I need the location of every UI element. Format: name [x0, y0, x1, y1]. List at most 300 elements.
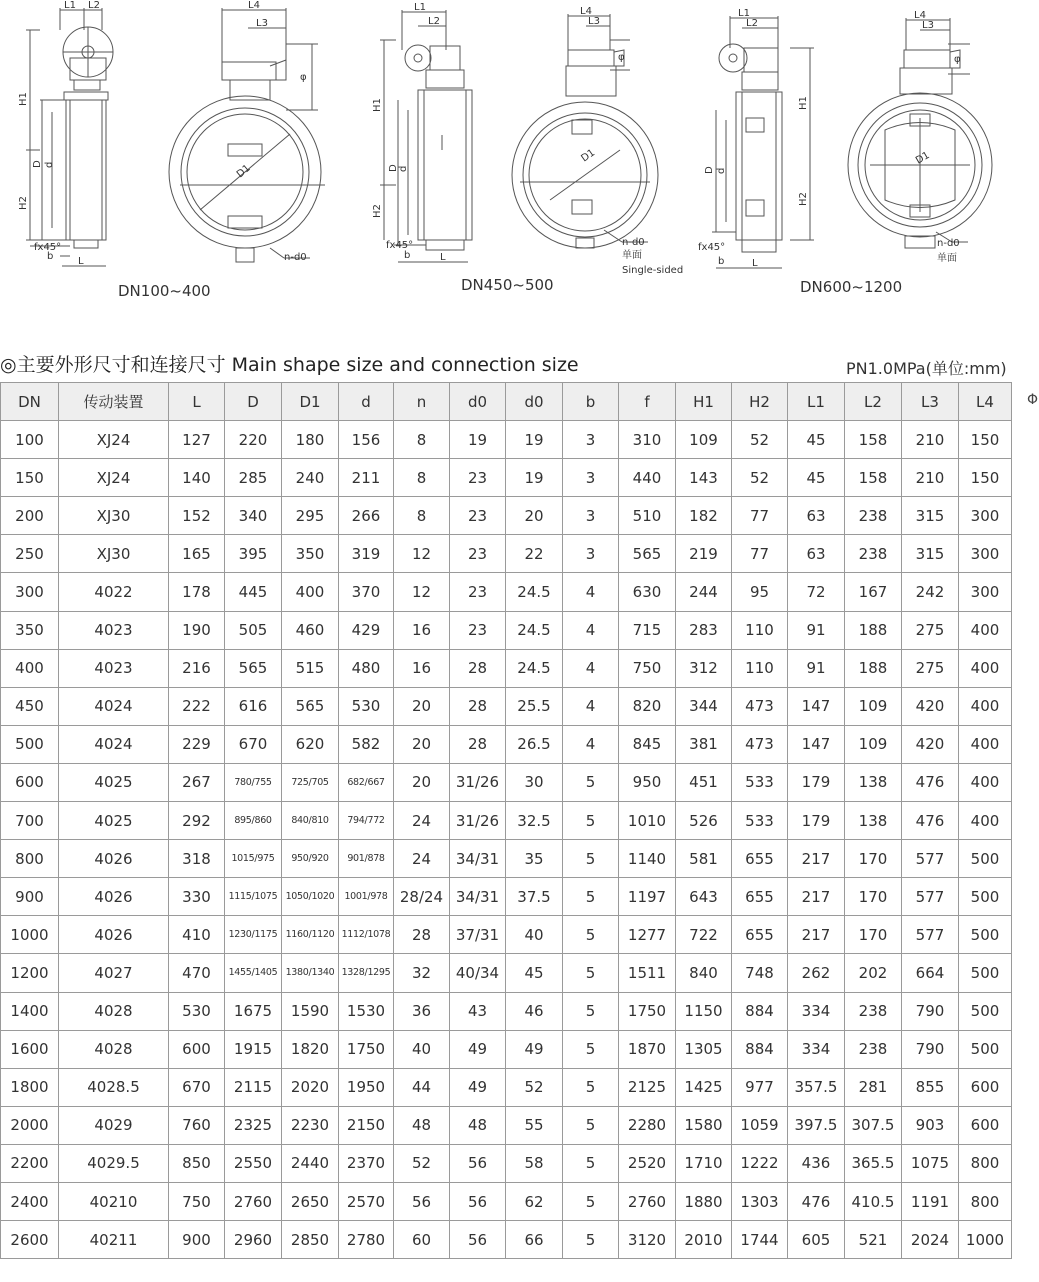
table-cell: 4026 [59, 878, 169, 916]
table-cell: 37.5 [506, 878, 563, 916]
table-cell: 470 [169, 954, 225, 992]
table-cell: 4026 [59, 840, 169, 878]
table-cell: 521 [845, 1221, 902, 1259]
column-header: b [563, 383, 619, 421]
column-header: H1 [676, 383, 732, 421]
table-cell: 5 [563, 878, 619, 916]
table-cell: 5 [563, 840, 619, 878]
table-row [1, 802, 1012, 840]
valve-drawings-svg [0, 0, 1039, 310]
dim-label-L3: L3 [922, 20, 934, 31]
dim-label-D: D [388, 164, 399, 172]
table-cell: 2850 [282, 1221, 339, 1259]
table-cell: 4028 [59, 1030, 169, 1068]
table-cell: 23 [450, 573, 506, 611]
table-cell: 25.5 [506, 687, 563, 725]
table-cell: 24 [394, 802, 450, 840]
table-cell: 845 [619, 725, 676, 763]
dim-label-H1: H1 [372, 98, 383, 112]
dim-label-nd0: n-d0 [937, 238, 960, 249]
table-cell: 16 [394, 649, 450, 687]
table-cell: 1059 [732, 1106, 788, 1144]
table-cell: 3 [563, 459, 619, 497]
column-header: L4 [959, 383, 1012, 421]
table-cell: 188 [845, 649, 902, 687]
table-cell: 12 [394, 535, 450, 573]
table-cell: 655 [732, 878, 788, 916]
table-cell: 318 [169, 840, 225, 878]
table-cell: 500 [959, 1030, 1012, 1068]
table-row [1, 459, 1012, 497]
table-cell: 510 [619, 497, 676, 535]
table-cell: 365.5 [845, 1144, 902, 1182]
column-header: d [339, 383, 394, 421]
table-cell: 5 [563, 954, 619, 992]
table-cell: 2600 [1, 1221, 59, 1259]
table-header-row [1, 383, 1012, 421]
table-cell: 1112/1078 [339, 916, 394, 954]
table-cell: 190 [169, 611, 225, 649]
table-cell: 533 [732, 802, 788, 840]
dn100-side-view [26, 8, 113, 266]
table-cell: 4 [563, 649, 619, 687]
table-cell: 140 [169, 459, 225, 497]
table-cell: 2325 [225, 1106, 282, 1144]
table-cell: 238 [845, 535, 902, 573]
table-cell: 56 [450, 1182, 506, 1220]
dim-label-fx45: fx45° [698, 242, 726, 253]
table-cell: 300 [959, 573, 1012, 611]
table-cell: 436 [788, 1144, 845, 1182]
table-cell: 800 [959, 1182, 1012, 1220]
table-cell: 1050/1020 [282, 878, 339, 916]
table-cell: 1750 [619, 992, 676, 1030]
table-cell: 1115/1075 [225, 878, 282, 916]
dim-label-L4: L4 [580, 6, 592, 17]
table-cell: 500 [959, 840, 1012, 878]
caption-dn600-1200: DN600~1200 [800, 278, 903, 296]
table-cell: 210 [902, 459, 959, 497]
table-cell: 400 [959, 725, 1012, 763]
table-cell: 4023 [59, 611, 169, 649]
dim-label-L2: L2 [746, 18, 758, 29]
table-cell: 5 [563, 992, 619, 1030]
table-cell: 315 [902, 535, 959, 573]
table-cell: 4028.5 [59, 1068, 169, 1106]
table-cell: 476 [902, 802, 959, 840]
table-cell: 664 [902, 954, 959, 992]
edge-symbol: Φ [1027, 392, 1039, 408]
table-cell: XJ30 [59, 535, 169, 573]
table-cell: 4025 [59, 802, 169, 840]
table-cell: 40 [506, 916, 563, 954]
table-cell: 4022 [59, 573, 169, 611]
dim-label-D1: D1 [579, 147, 598, 165]
table-cell: 35 [506, 840, 563, 878]
table-cell: 91 [788, 649, 845, 687]
table-cell: 500 [959, 916, 1012, 954]
table-cell: 605 [788, 1221, 845, 1259]
table-cell: 505 [225, 611, 282, 649]
table-cell: 400 [1, 649, 59, 687]
table-cell: 307.5 [845, 1106, 902, 1144]
table-cell: 1455/1405 [225, 954, 282, 992]
table-cell: 950/920 [282, 840, 339, 878]
table-cell: 655 [732, 916, 788, 954]
table-cell: 533 [732, 763, 788, 801]
dim-label-L: L [78, 256, 84, 267]
dim-label-D1: D1 [914, 150, 932, 167]
dim-label-D: D [32, 160, 43, 168]
table-cell: 5 [563, 1144, 619, 1182]
table-cell: 4 [563, 573, 619, 611]
table-cell: 217 [788, 916, 845, 954]
table-cell: 1000 [1, 916, 59, 954]
column-header: 传动装置 [59, 383, 169, 421]
table-cell: 4 [563, 687, 619, 725]
dim-label-L3: L3 [256, 18, 268, 29]
table-cell: 62 [506, 1182, 563, 1220]
table-cell: 4024 [59, 687, 169, 725]
table-row [1, 611, 1012, 649]
table-cell: 20 [506, 497, 563, 535]
table-cell: 266 [339, 497, 394, 535]
dim-label-phi: φ [954, 54, 961, 65]
table-cell: 109 [845, 725, 902, 763]
table-cell: 722 [676, 916, 732, 954]
table-cell: 1277 [619, 916, 676, 954]
table-cell: 410.5 [845, 1182, 902, 1220]
dim-label-D: D [704, 166, 715, 174]
table-cell: 4 [563, 725, 619, 763]
table-cell: 5 [563, 1182, 619, 1220]
table-cell: 1915 [225, 1030, 282, 1068]
table-cell: 460 [282, 611, 339, 649]
table-cell: 682/667 [339, 763, 394, 801]
table-cell: 1590 [282, 992, 339, 1030]
table-cell: 167 [845, 573, 902, 611]
table-cell: 150 [1, 459, 59, 497]
table-cell: 200 [1, 497, 59, 535]
table-cell: 43 [450, 992, 506, 1030]
table-cell: 500 [959, 992, 1012, 1030]
dim-label-d: d [44, 161, 55, 168]
table-cell: 182 [676, 497, 732, 535]
table-cell: 110 [732, 649, 788, 687]
dim-label-L1: L1 [738, 8, 750, 19]
table-cell: 110 [732, 611, 788, 649]
table-cell: 22 [506, 535, 563, 573]
table-cell: 1400 [1, 992, 59, 1030]
dim-label-L: L [440, 252, 446, 263]
dim-label-b: b [404, 250, 411, 261]
table-cell: 1160/1120 [282, 916, 339, 954]
dim-label-fx45: fx45° [34, 242, 62, 253]
table-cell: 31/26 [450, 802, 506, 840]
dim-label-nd0: n-d0 [622, 237, 645, 248]
table-cell: 1015/975 [225, 840, 282, 878]
table-cell: 8 [394, 421, 450, 459]
table-cell: 1200 [1, 954, 59, 992]
table-cell: 24.5 [506, 611, 563, 649]
dim-label-phi: φ [300, 72, 307, 83]
table-cell: 670 [225, 725, 282, 763]
table-cell: 600 [959, 1106, 1012, 1144]
table-cell: 1744 [732, 1221, 788, 1259]
table-cell: 2150 [339, 1106, 394, 1144]
table-cell: 4027 [59, 954, 169, 992]
table-cell: 20 [394, 687, 450, 725]
table-cell: 23 [450, 611, 506, 649]
table-cell: 780/755 [225, 763, 282, 801]
table-cell: 28 [394, 916, 450, 954]
table-cell: 72 [788, 573, 845, 611]
table-cell: 40 [394, 1030, 450, 1068]
dim-label-d: d [716, 167, 727, 174]
column-header: L3 [902, 383, 959, 421]
table-cell: 476 [788, 1182, 845, 1220]
dim-label-H1: H1 [18, 92, 29, 106]
table-cell: 49 [450, 1030, 506, 1068]
table-cell: 577 [902, 878, 959, 916]
table-cell: 19 [506, 459, 563, 497]
table-cell: 2020 [282, 1068, 339, 1106]
table-cell: 715 [619, 611, 676, 649]
table-cell: 500 [1, 725, 59, 763]
table-cell: 381 [676, 725, 732, 763]
dim-label-fx45: fx45° [386, 240, 414, 251]
table-cell: 903 [902, 1106, 959, 1144]
table-cell: 312 [676, 649, 732, 687]
table-cell: 2520 [619, 1144, 676, 1182]
dim-label-b: b [47, 251, 54, 262]
table-cell: 330 [169, 878, 225, 916]
table-cell: 165 [169, 535, 225, 573]
table-cell: 790 [902, 992, 959, 1030]
table-cell: 45 [788, 459, 845, 497]
table-cell: 56 [450, 1144, 506, 1182]
table-cell: 1880 [676, 1182, 732, 1220]
table-cell: 44 [394, 1068, 450, 1106]
table-cell: 238 [845, 497, 902, 535]
table-cell: 52 [506, 1068, 563, 1106]
table-cell: 400 [959, 763, 1012, 801]
table-cell: 63 [788, 497, 845, 535]
table-cell: 1580 [676, 1106, 732, 1144]
table-cell: 725/705 [282, 763, 339, 801]
table-cell: 350 [282, 535, 339, 573]
caption-dn450-500: DN450~500 [461, 276, 554, 294]
table-cell: 127 [169, 421, 225, 459]
table-cell: 4023 [59, 649, 169, 687]
table-row [1, 992, 1012, 1030]
table-row [1, 1068, 1012, 1106]
table-cell: 5 [563, 1221, 619, 1259]
table-cell: 1303 [732, 1182, 788, 1220]
table-cell: 1230/1175 [225, 916, 282, 954]
table-cell: 750 [169, 1182, 225, 1220]
table-cell: 158 [845, 421, 902, 459]
table-cell: 28/24 [394, 878, 450, 916]
table-cell: 600 [959, 1068, 1012, 1106]
table-cell: 2960 [225, 1221, 282, 1259]
table-cell: 1820 [282, 1030, 339, 1068]
table-cell: 4 [563, 611, 619, 649]
table-cell: 60 [394, 1221, 450, 1259]
table-cell: 4025 [59, 763, 169, 801]
table-cell: 8 [394, 497, 450, 535]
table-cell: 179 [788, 802, 845, 840]
table-cell: 451 [676, 763, 732, 801]
table-cell: 242 [902, 573, 959, 611]
table-cell: 5 [563, 916, 619, 954]
table-cell: 1750 [339, 1030, 394, 1068]
table-cell: 1600 [1, 1030, 59, 1068]
table-cell: 19 [506, 421, 563, 459]
table-cell: 158 [845, 459, 902, 497]
unit-note: PN1.0MPa(单位:mm) [846, 359, 1007, 378]
table-cell: 40211 [59, 1221, 169, 1259]
table-cell: 900 [169, 1221, 225, 1259]
table-cell: 400 [282, 573, 339, 611]
table-cell: 23 [450, 459, 506, 497]
dim-label-L1: L1 [64, 0, 76, 11]
dn450-side-view [380, 10, 472, 262]
dim-label-L4: L4 [914, 10, 926, 21]
table-cell: 2024 [902, 1221, 959, 1259]
table-row [1, 916, 1012, 954]
table-cell: 643 [676, 878, 732, 916]
dim-label-single-cn: 单面 [937, 253, 957, 264]
table-cell: 901/878 [339, 840, 394, 878]
table-cell: 170 [845, 840, 902, 878]
table-cell: 855 [902, 1068, 959, 1106]
table-cell: 4029 [59, 1106, 169, 1144]
table-cell: 2400 [1, 1182, 59, 1220]
table-cell: 820 [619, 687, 676, 725]
table-cell: 600 [169, 1030, 225, 1068]
table-cell: 285 [225, 459, 282, 497]
table-cell: 977 [732, 1068, 788, 1106]
table-cell: 400 [959, 611, 1012, 649]
column-header: H2 [732, 383, 788, 421]
table-cell: 2280 [619, 1106, 676, 1144]
table-cell: 58 [506, 1144, 563, 1182]
table-row [1, 1106, 1012, 1144]
table-cell: 217 [788, 840, 845, 878]
table-cell: 24.5 [506, 573, 563, 611]
table-cell: 3120 [619, 1221, 676, 1259]
table-cell: 77 [732, 535, 788, 573]
table-cell: 95 [732, 573, 788, 611]
table-cell: 581 [676, 840, 732, 878]
table-cell: 220 [225, 421, 282, 459]
table-cell: 565 [225, 649, 282, 687]
table-cell: 1075 [902, 1144, 959, 1182]
table-row [1, 497, 1012, 535]
table-cell: 28 [450, 649, 506, 687]
table-row [1, 1030, 1012, 1068]
table-cell: 2370 [339, 1144, 394, 1182]
dim-label-L: L [752, 258, 758, 269]
dim-label-L1: L1 [414, 2, 426, 13]
table-cell: 840 [676, 954, 732, 992]
dn450-front-view [512, 14, 658, 248]
table-cell: 178 [169, 573, 225, 611]
table-cell: 565 [282, 687, 339, 725]
table-cell: 147 [788, 725, 845, 763]
table-cell: 3 [563, 535, 619, 573]
table-cell: 1010 [619, 802, 676, 840]
dim-label-D1: D1 [234, 162, 253, 181]
table-cell: 2760 [225, 1182, 282, 1220]
table-cell: 5 [563, 1106, 619, 1144]
table-cell: 2115 [225, 1068, 282, 1106]
table-cell: 63 [788, 535, 845, 573]
table-cell: XJ24 [59, 459, 169, 497]
table-cell: 300 [1, 573, 59, 611]
table-cell: 748 [732, 954, 788, 992]
table-cell: 52 [732, 421, 788, 459]
table-cell: 395 [225, 535, 282, 573]
table-cell: 2550 [225, 1144, 282, 1182]
table-cell: 530 [339, 687, 394, 725]
table-cell: 202 [845, 954, 902, 992]
table-cell: 577 [902, 916, 959, 954]
dn600-side-view [712, 16, 814, 268]
table-cell: 315 [902, 497, 959, 535]
table-cell: 480 [339, 649, 394, 687]
table-cell: 515 [282, 649, 339, 687]
column-header: DN [1, 383, 59, 421]
table-cell: 77 [732, 497, 788, 535]
table-cell: 1197 [619, 878, 676, 916]
table-row [1, 878, 1012, 916]
table-cell: 20 [394, 763, 450, 801]
column-header: n [394, 383, 450, 421]
table-cell: 46 [506, 992, 563, 1030]
table-cell: 440 [619, 459, 676, 497]
table-cell: 45 [788, 421, 845, 459]
table-cell: 32.5 [506, 802, 563, 840]
table-cell: 49 [450, 1068, 506, 1106]
column-header: D [225, 383, 282, 421]
table-cell: 630 [619, 573, 676, 611]
table-cell: 5 [563, 802, 619, 840]
table-cell: 267 [169, 763, 225, 801]
table-cell: 36 [394, 992, 450, 1030]
table-cell: 1000 [959, 1221, 1012, 1259]
dim-label-H1: H1 [798, 96, 809, 110]
table-cell: 530 [169, 992, 225, 1030]
table-cell: 292 [169, 802, 225, 840]
table-cell: 5 [563, 1068, 619, 1106]
table-cell: 188 [845, 611, 902, 649]
dim-label-d: d [398, 165, 409, 172]
table-cell: 275 [902, 649, 959, 687]
table-cell: 138 [845, 802, 902, 840]
table-cell: 1800 [1, 1068, 59, 1106]
table-cell: 900 [1, 878, 59, 916]
dim-label-nd0: n-d0 [284, 252, 307, 263]
table-cell: 23 [450, 497, 506, 535]
table-cell: 244 [676, 573, 732, 611]
table-cell: 55 [506, 1106, 563, 1144]
table-cell: 1511 [619, 954, 676, 992]
table-cell: 565 [619, 535, 676, 573]
table-cell: 295 [282, 497, 339, 535]
table-cell: 52 [732, 459, 788, 497]
